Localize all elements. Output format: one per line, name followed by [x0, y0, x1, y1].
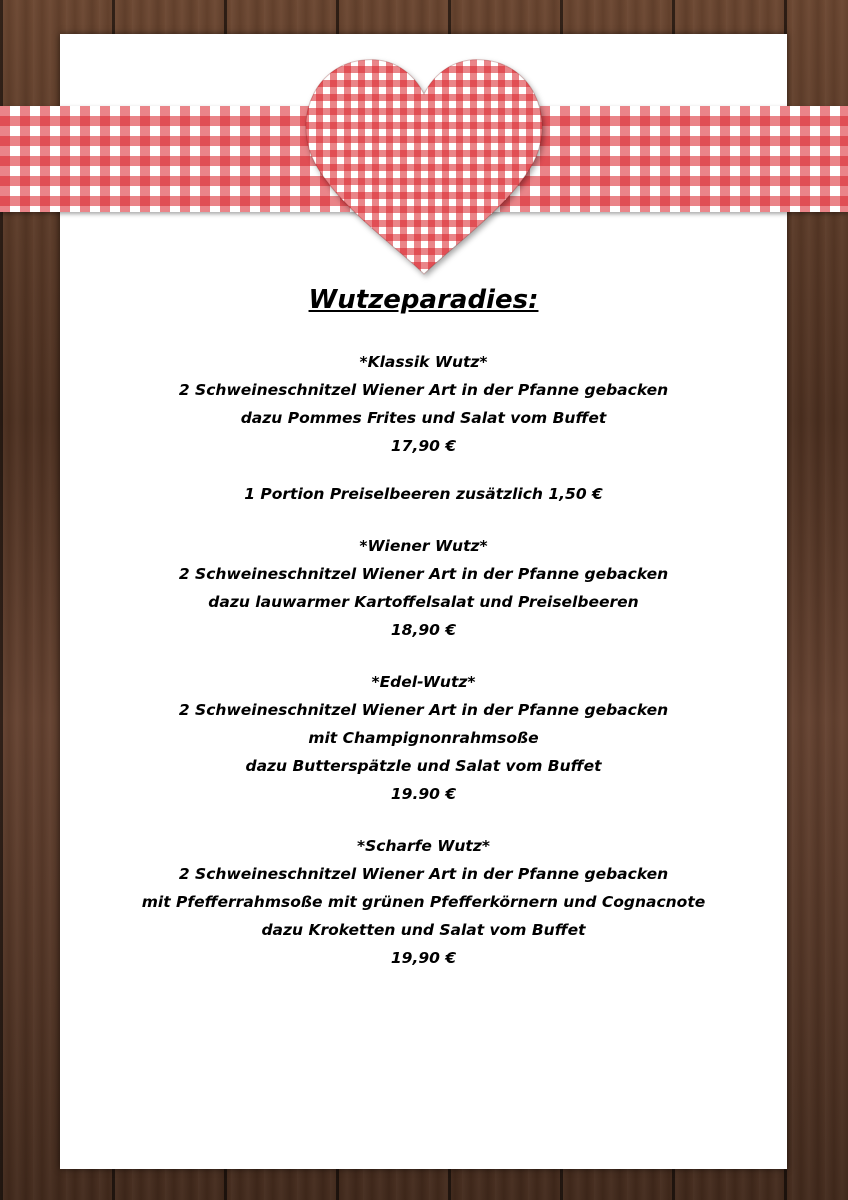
menu-item-price: 18,90 €	[390, 621, 457, 639]
menu-item-name: *Klassik Wutz*	[359, 353, 488, 371]
menu-item	[60, 668, 787, 808]
menu-item-name: *Wiener Wutz*	[359, 537, 488, 555]
menu-item	[60, 832, 787, 972]
menu-content	[60, 278, 787, 972]
menu-item-description: dazu Butterspätzle und Salat vom Buffet	[245, 757, 602, 775]
menu-item-price: 19.90 €	[390, 785, 457, 803]
menu-item-description: mit Pfefferrahmsoße mit grünen Pfefferkörnern und Cognacnote	[141, 893, 706, 911]
menu-item-description: mit Champignonrahmsoße	[308, 729, 539, 747]
menu-item-price: 17,90 €	[390, 437, 457, 455]
menu-item-description: dazu Kroketten und Salat vom Buffet	[261, 921, 586, 939]
menu-item	[60, 532, 787, 644]
menu-item-description: 2 Schweineschnitzel Wiener Art in der Pfanne gebacken	[178, 565, 669, 583]
menu-item-description: dazu lauwarmer Kartoffelsalat und Preiselbeeren	[208, 593, 639, 611]
menu-item-description: dazu Pommes Frites und Salat vom Buffet	[240, 409, 607, 427]
menu-item-description: 2 Schweineschnitzel Wiener Art in der Pfanne gebacken	[178, 865, 669, 883]
menu-item-price: 19,90 €	[390, 949, 457, 967]
menu-item-name: *Scharfe Wutz*	[357, 837, 490, 855]
menu-extra-text: 1 Portion Preiselbeeren zusätzlich 1,50 €	[244, 485, 603, 503]
menu-item-description: 2 Schweineschnitzel Wiener Art in der Pfanne gebacken	[178, 701, 669, 719]
menu-item	[60, 348, 787, 460]
gingham-heart-icon	[302, 52, 546, 276]
menu-item-description: 2 Schweineschnitzel Wiener Art in der Pfanne gebacken	[178, 381, 669, 399]
menu-extra	[60, 480, 787, 508]
menu-item-name: *Edel-Wutz*	[371, 673, 476, 691]
menu-title: Wutzeparadies:	[308, 285, 539, 315]
